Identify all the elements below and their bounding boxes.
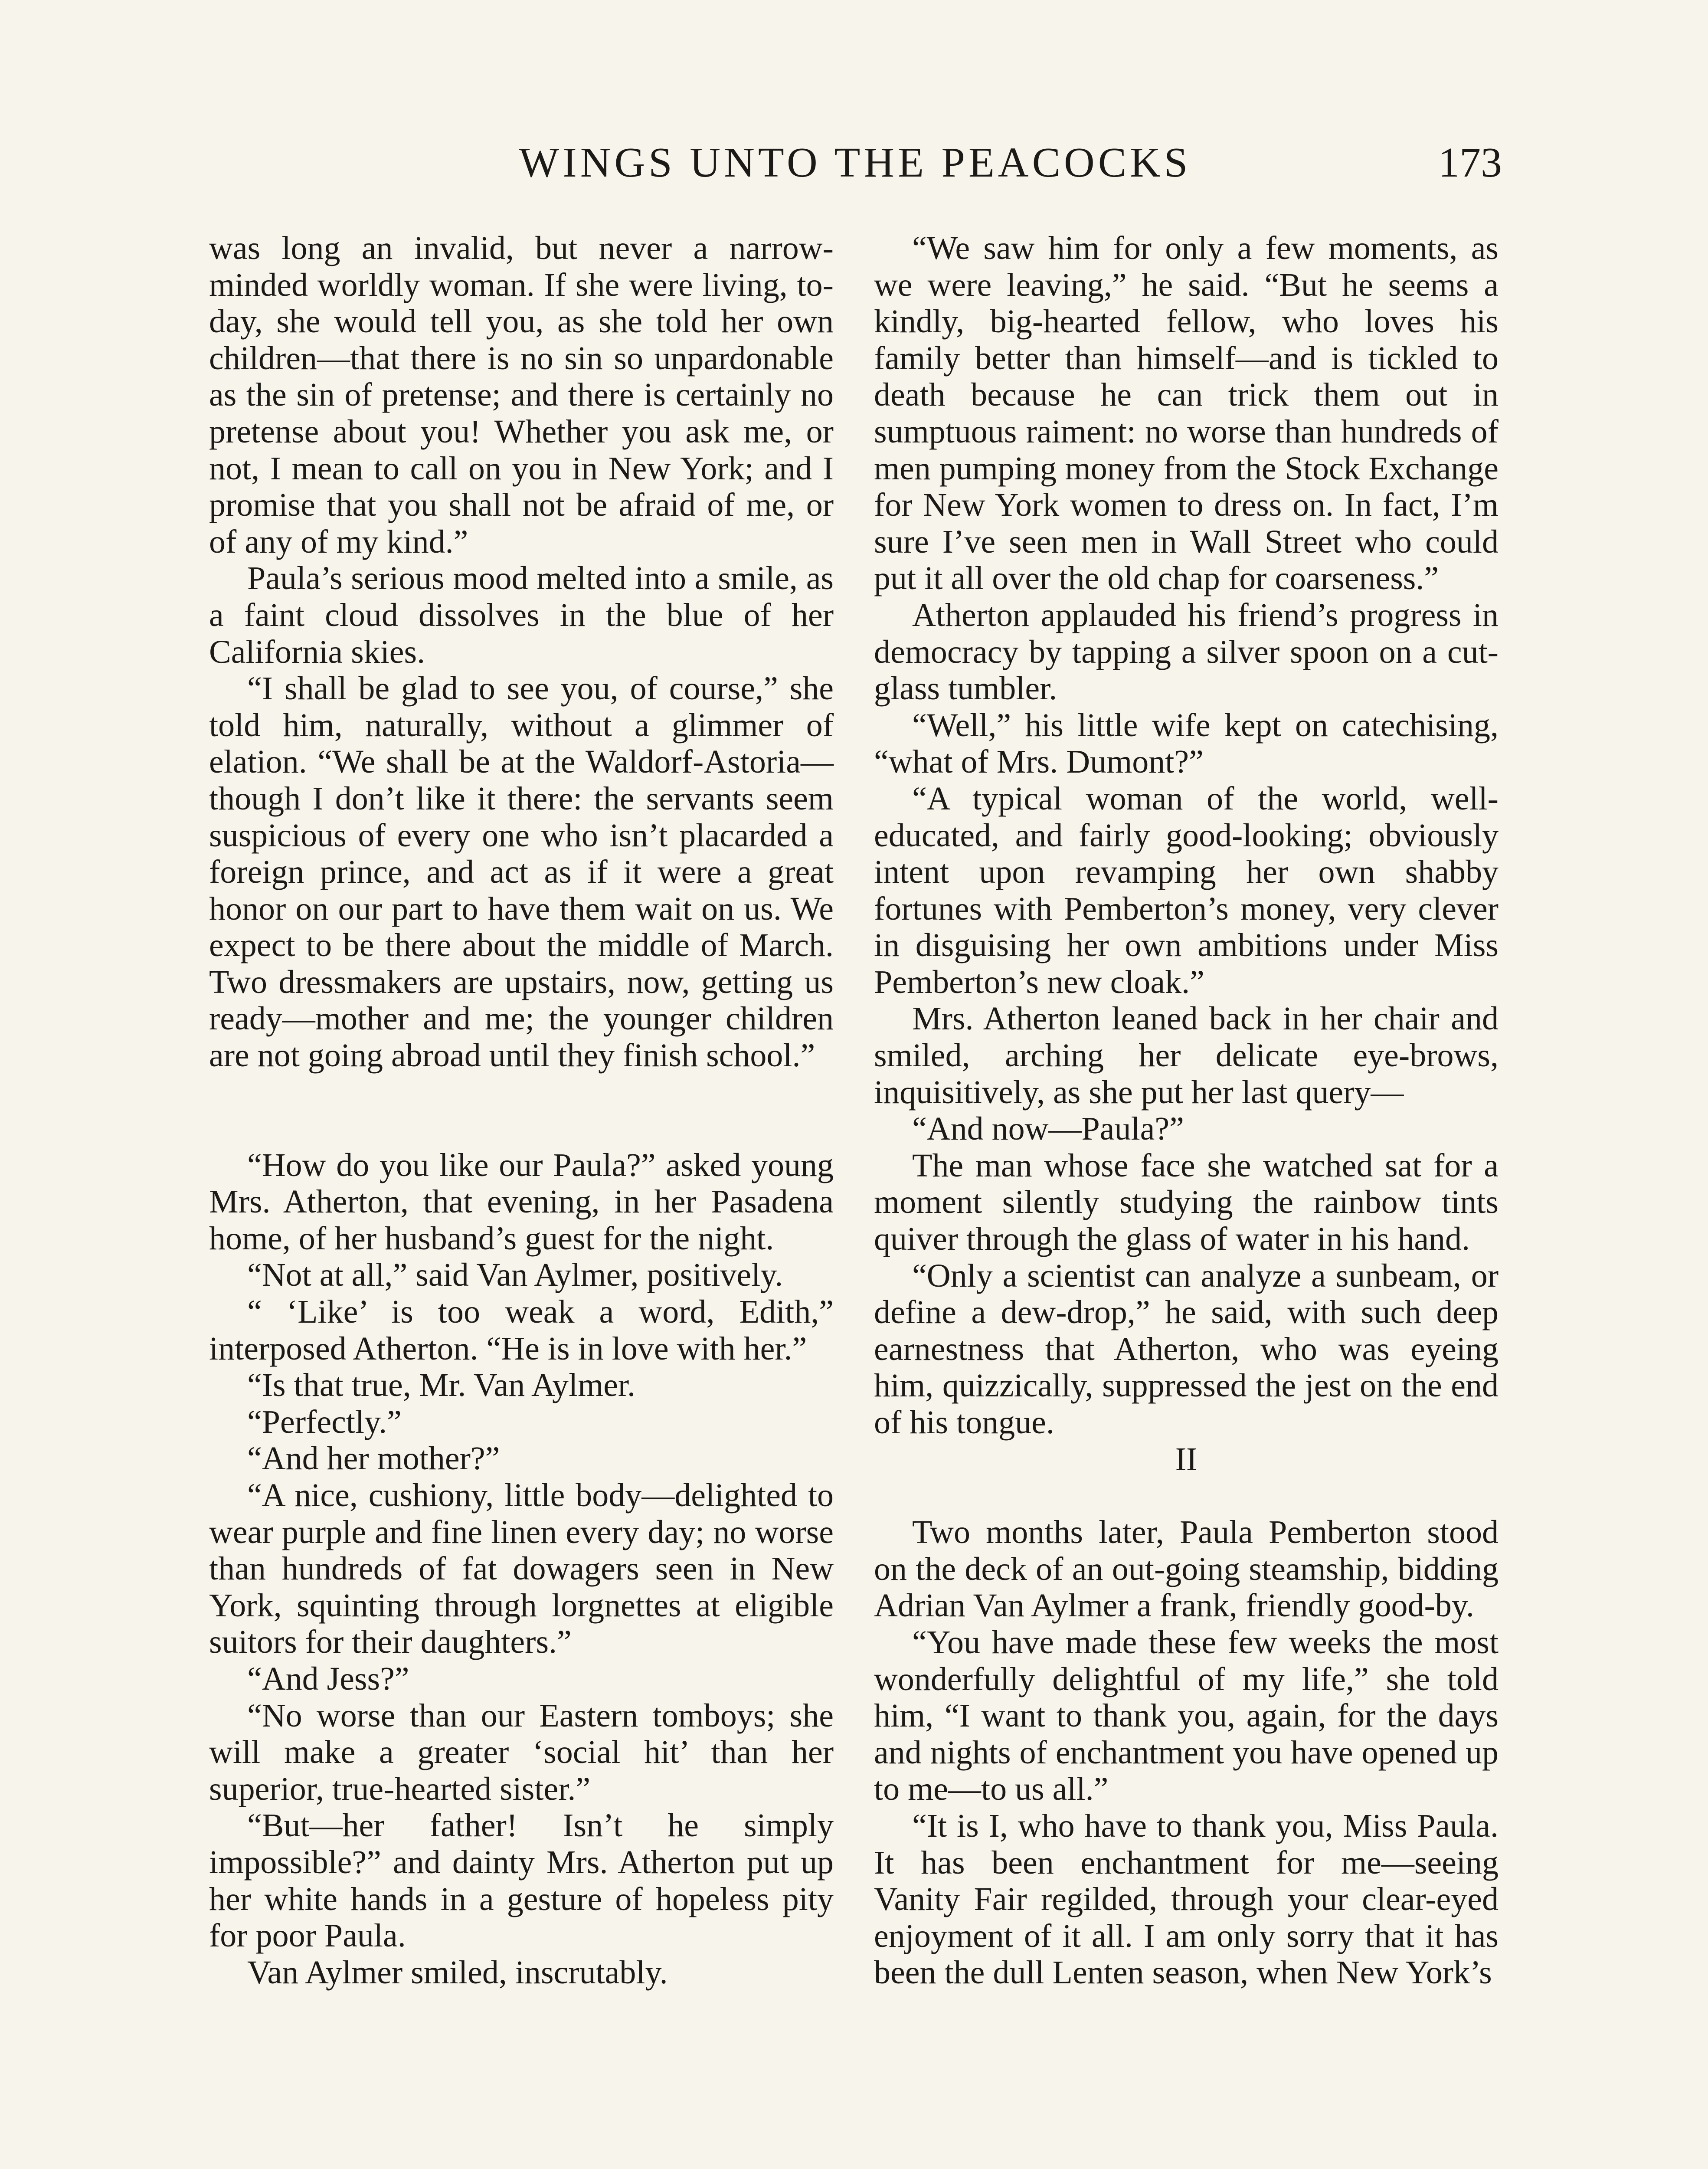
paragraph: “How do you like our Paula?” asked young Mrs. Atherton, that evening, in her Pasadena home, of her husband’s guest for the night. [209,1147,834,1257]
paragraph: “A nice, cushiony, little body—delighted to wear purple and fine linen every day; no worse than hundreds of fat dowagers seen in New York, squinting through lorgnettes at eligible suitors for their daughters.” [209,1477,834,1661]
paragraph: was long an invalid, but never a narrow-minded worldly woman. If she were living, to-day, she would tell you, as she told her own children—that there is no sin so unpardonable as the sin of pretense; and there is certainly no pretense about you! Whether you ask me, or not, I mean to call on you in New York; and I promise that you shall not be afraid of me, or of any of my kind.” [209,230,834,560]
paragraph: Two months later, Paula Pemberton stood on the deck of an out-going steamship, bidding Adrian Van Aylmer a frank, friendly good-by. [874,1514,1499,1624]
paragraph: “And Jess?” [247,1660,409,1697]
paragraph: “No worse than our Eastern tomboys; she will make a greater ‘social hit’ than her superior, true-hearted sister.” [209,1697,834,1807]
paragraph: “A typical woman of the world, well-educated, and fairly good-looking; obviously intent upon revamping her own shabby fortunes with Pemberton’s money, very clever in disguising her own ambitions under Miss Pemberton’s new cloak.” [874,780,1499,1000]
page-number: 173 [1438,139,1502,186]
left-column [209,230,834,1991]
paragraph: “But—her father! Isn’t he simply impossible?” and dainty Mrs. Atherton put up her white hands in a gesture of hopeless pity for poor Paula. [209,1807,834,1954]
page-header [208,134,1502,191]
paragraph: “We saw him for only a few moments, as we were leaving,” he said. “But he seems a kindly, big-hearted fellow, who loves his family better than himself—and is tickled to death because he can trick them out in sumptuous raiment: no worse than hundreds of men pumping money from the Stock Exchange for New York women to dress on. In fact, I’m sure I’ve seen men in Wall Street who could put it all over the old chap for coarseness.” [874,230,1499,597]
paragraph: Mrs. Atherton leaned back in her chair and smiled, arching her delicate eye-brows, inquisitively, as she put her last query— [874,1000,1499,1111]
section-number: II [1175,1441,1198,1478]
paragraph: “I shall be glad to see you, of course,” she told him, naturally, without a glimmer of elation. “We shall be at the Waldorf-Astoria—though I don’t like it there: the servants seem suspicious of every one who isn’t placarded a foreign prince, and act as if it were a great honor on our part to have them wait on us. We expect to be there about the middle of March. Two dressmakers are upstairs, now, getting us ready—mother and me; the younger children are not going abroad until they finish school.” [209,670,834,1074]
paragraph: “ ‘Like’ is too weak a word, Edith,” interposed Atherton. “He is in love with her.” [209,1294,834,1367]
right-column [874,230,1499,1991]
paragraph: “And her mother?” [247,1440,500,1477]
paragraph: “Well,” his little wife kept on catechising, “what of Mrs. Dumont?” [874,707,1499,780]
paragraph: Paula’s serious mood melted into a smile, as a faint cloud dissolves in the blue of her California skies. [209,560,834,670]
paragraph: The man whose face she watched sat for a moment silently studying the rainbow tints quiver through the glass of water in his hand. [874,1147,1499,1258]
paragraph: “You have made these few weeks the most wonderfully delightful of my life,” she told him, “I want to thank you, again, for the days and nights of enchantment you have opened up to me—to us all.” [874,1624,1499,1808]
paragraph: “It is I, who have to thank you, Miss Paula. It has been enchantment for me—seeing Vanity Fair regilded, through your clear-eyed enjoyment of it all. I am only sorry that it has been the dull Lenten season, when New York’s [874,1807,1499,1991]
paragraph: “Not at all,” said Van Aylmer, positively. [247,1257,783,1294]
paragraph: “Perfectly.” [247,1403,402,1440]
running-title: WINGS UNTO THE PEACOCKS [519,139,1191,186]
paragraph: “And now—Paula?” [912,1111,1184,1147]
paragraph: “Is that true, Mr. Van Aylmer. [247,1367,636,1404]
paragraph: Van Aylmer smiled, inscrutably. [247,1954,668,1991]
paragraph: Atherton applauded his friend’s progress in democracy by tapping a silver spoon on a cut-glass tumbler. [874,596,1499,707]
paragraph: “Only a scientist can analyze a sunbeam, or define a dew-drop,” he said, with such deep earnestness that Atherton, who was eyeing him, quizzically, suppressed the jest on the end of his tongue. [874,1257,1499,1441]
